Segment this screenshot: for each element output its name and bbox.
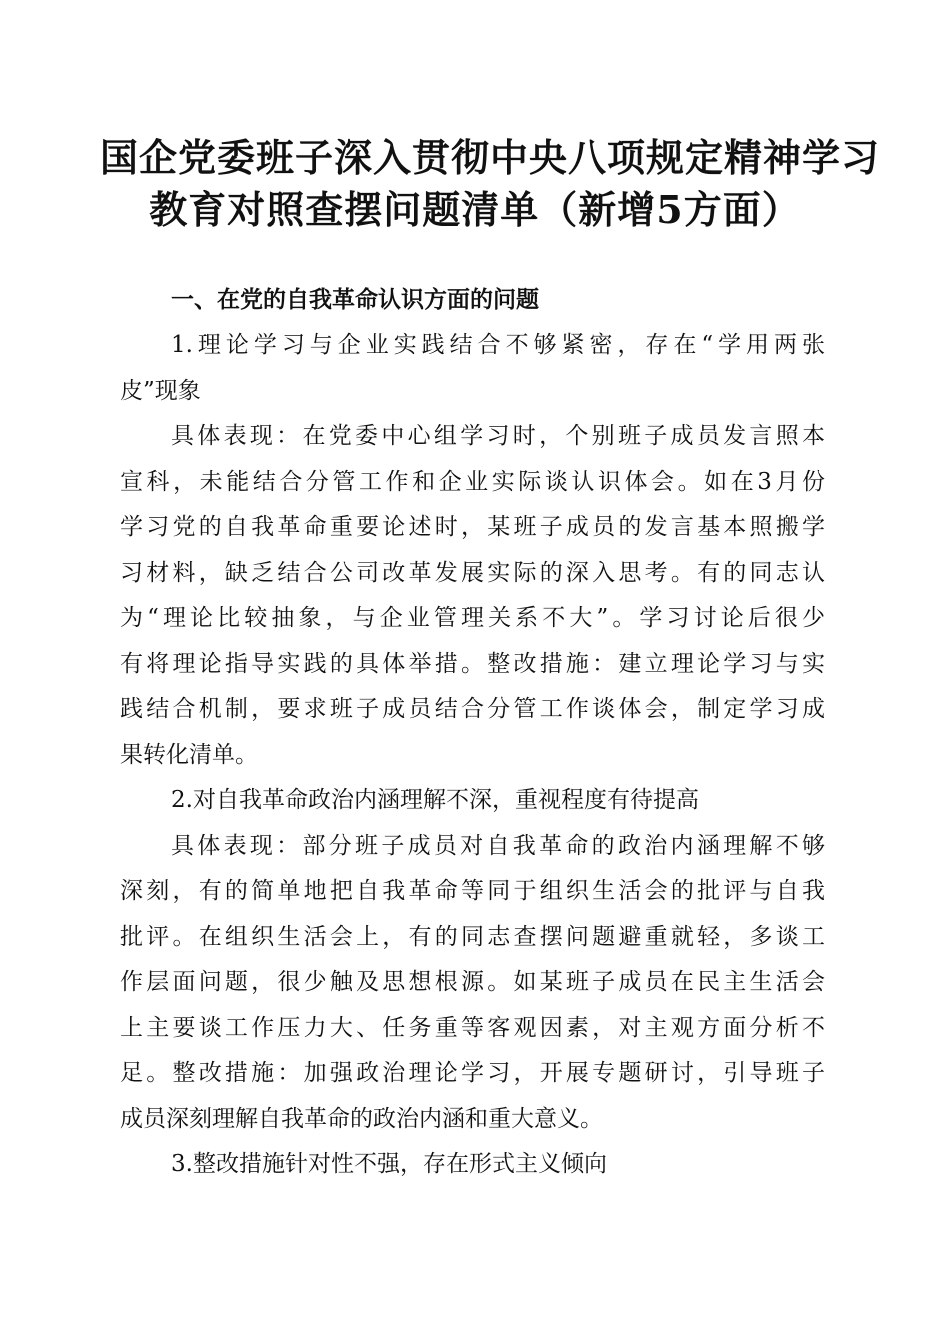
item-1-body-line: 宣科，未能结合分管工作和企业实际谈认识体会。如在3月份 — [120, 468, 825, 495]
item-2-body-line: 作层面问题，很少触及思想根源。如某班子成员在民主生活会 — [120, 969, 825, 995]
title-line: 国企党委班子深入贯彻中央八项规定精神学习 — [100, 135, 881, 180]
item-1-body-line: 学习党的自我革命重要论述时，某班子成员的发言基本照搬学 — [120, 514, 825, 540]
item-3-heading-line: 3.整改措施针对性不强，存在形式主义倾向 — [171, 1151, 607, 1177]
item-2-body-line: 成员深刻理解自我革命的政治内涵和重大意义。 — [120, 1105, 603, 1132]
item-2-body-line: 深刻，有的简单地把自我革命等同于组织生活会的批评与自我 — [120, 878, 825, 904]
item-1-body-line: 具体表现：在党委中心组学习时，个别班子成员发言照本 — [171, 423, 825, 449]
section-heading: 一、在党的自我革命认识方面的问题 — [171, 287, 539, 313]
item-1-heading-line: 皮”现象 — [120, 377, 201, 404]
item-2-body-line: 足。整改措施：加强政治理论学习，开展专题研讨，引导班子 — [120, 1060, 825, 1086]
title-line: 教育对照查摆问题清单（新增5方面） — [149, 187, 801, 232]
item-1-body-line: 习材料，缺乏结合公司改革发展实际的深入思考。有的同志认 — [120, 559, 825, 586]
item-2-body-line: 具体表现：部分班子成员对自我革命的政治内涵理解不够 — [171, 832, 825, 859]
item-2-body-line: 批评。在组织生活会上，有的同志查摆问题避重就轻，多谈工 — [120, 923, 825, 950]
item-1-body-line: 践结合机制，要求班子成员结合分管工作谈体会，制定学习成 — [120, 696, 825, 722]
item-2-body-line: 上主要谈工作压力大、任务重等客观因素，对主观方面分析不 — [120, 1014, 825, 1041]
item-1-body-line: 有将理论指导实践的具体举措。整改措施：建立理论学习与实 — [120, 650, 825, 677]
document-body — [120, 277, 825, 1188]
item-1-body-line: 为“理论比较抽象，与企业管理关系不大”。学习讨论后很少 — [120, 605, 825, 631]
document-title — [100, 132, 881, 236]
item-2-heading-line: 2.对自我革命政治内涵理解不深，重视程度有待提高 — [171, 787, 699, 813]
item-1-heading-line: 1.理论学习与企业实践结合不够紧密，存在“学用两张 — [171, 332, 825, 358]
item-1-body-line: 果转化清单。 — [120, 741, 258, 768]
